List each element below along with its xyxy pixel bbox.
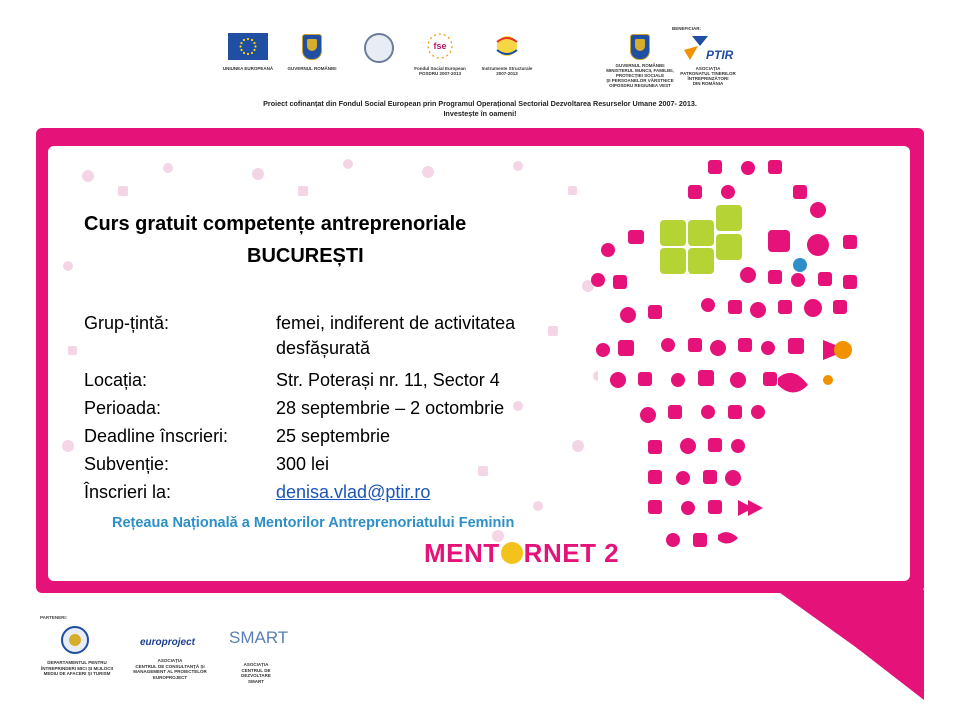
smart-logo: SMART [229,628,289,647]
subsidy-label: Subvenție: [84,454,170,474]
eu-flag-logo [228,33,268,60]
romanian-crest-logo [302,34,322,60]
ministry-seal-logo [364,33,394,63]
partner-2-caption: ASOCIAȚIA CENTRUL DE CONSULTANȚĂ ȘI MANAGEMENT AL PROIECTELOR EUROPROJECT [133,658,207,680]
registration-label: Înscrieri la: [84,482,172,502]
icon-head-illustration [588,150,878,580]
target-group-label: Grup-țintă: [84,313,170,333]
lightbulb-icon [501,542,523,564]
partners-label: PARTENERI: [40,615,68,620]
tagline-line-1: Proiect cofinanțat din Fondul Social European prin Programul Operațional Sectorial Dezvoltarea Resurselor Umane 2007- 2013. [263,99,697,108]
ptir-caption: ASOCIAȚIA PATRONATUL TINERILOR ÎNTREPRINZĂTORI DIN ROMÂNIA [680,66,736,86]
svg-text:fse: fse [433,41,447,51]
eu-caption: UNIUNEA EUROPEANĂ [222,66,274,71]
deadline-label: Deadline înscrieri: [84,426,229,446]
location-label: Locația: [84,370,148,390]
partner-3-caption: ASOCIAȚIA CENTRUL DE DEZVOLTARE SMART [241,662,271,684]
europroject-logo: europroject [140,637,196,648]
funding-tagline [0,99,960,119]
gov-caption: GUVERNUL ROMÂNIEI [287,66,337,71]
fse-logo [425,32,455,60]
course-city: BUCUREȘTI [247,245,364,267]
location-value: Str. Poterași nr. 11, Sector 4 [276,370,500,390]
tagline-line-2: Investește în oameni! [443,109,517,118]
brand-right: RNET 2 [523,538,620,568]
is-caption: Instrumente Structurale 2007-2013 [481,66,533,76]
period-label: Perioada: [84,398,162,418]
mentornet-brand [424,538,619,569]
registration-email-link[interactable]: denisa.vlad@ptir.ro [276,482,431,502]
deadline-value: 25 septembrie [276,426,391,446]
partner-1-caption: DEPARTAMENTUL PENTRU ÎNTREPRINDERI MICI ȘI MIJLOCII MEDIU DE AFACERI ȘI TURISM [40,660,113,676]
structural-instruments-logo [490,30,524,62]
period-value: 28 septembrie – 2 octombrie [276,398,505,418]
course-title: Curs gratuit competențe antreprenoriale [84,213,467,235]
brand-left: MENT [424,538,500,568]
network-name: Rețeaua Națională a Mentorilor Antreprenoriatului Feminin [112,515,515,531]
registration-value-wrap [276,480,430,505]
fse-caption: Fondul Social European POSDRU 2007-2013 [414,66,466,76]
subsidy-value: 300 lei [276,454,330,474]
target-group-value: femei, indiferent de activitatea [276,313,516,333]
ptir-wordmark: PTIR [706,48,734,62]
ministry-crest-logo [630,34,650,60]
department-seal-logo [60,625,90,655]
beneficiar-label: BENEFICIAR: [672,26,701,31]
speech-bubble-tail [772,590,924,700]
ministry-caption: GUVERNUL ROMÂNIEI MINISTERUL MUNCII, FAMILIEI, PROTECȚIEI SOCIALE ȘI PERSOANELOR VÂRSTNICE OIPOSDRU REGIUNEA VEST [606,63,674,88]
target-group-value-cont: desfășurată [276,338,371,358]
